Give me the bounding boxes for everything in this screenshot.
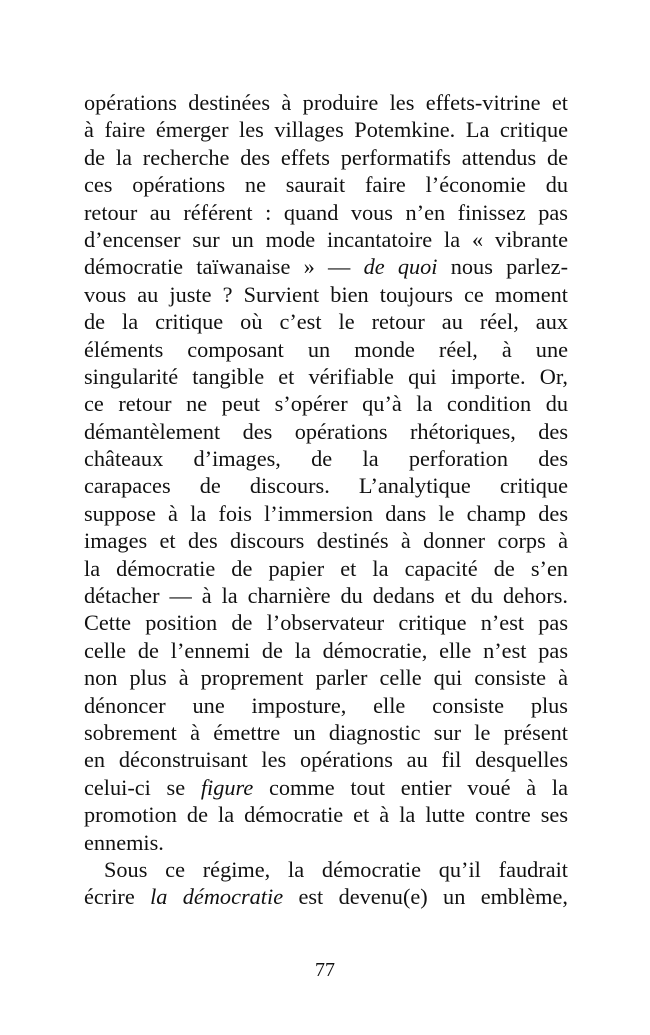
text-line: opérations destinées à produire les effets-vitrine et [84,90,568,115]
text-segment: écrire [84,884,151,910]
text-line: retour au référent : quand vous n’en finissez pas [84,199,568,225]
text-line: éléments composant un monde réel, à une [84,336,568,362]
text-line: d’encenser sur un mode incantatoire la « vibrante [84,226,568,252]
text-line [84,883,568,910]
text-line: Cette position de l’observateur critique n’est pas [84,610,568,636]
text-segment: est devenu(e) un emblème, [283,884,568,910]
paragraph-first-line: Sous ce régime, la démocratie qu’il faudrait [104,856,568,882]
text-line: détacher — à la charnière du dedans et du dehors. [84,583,568,609]
text-line: ce retour ne peut s’opérer qu’à la condition du [84,391,568,417]
text-line: la démocratie de papier et la capacité de s’en [84,555,568,581]
body-text [84,89,568,911]
text-line: carapaces de discours. L’analytique critique [84,473,568,499]
italic-text: la démocratie [150,884,284,910]
text-line: châteaux d’images, de la perforation des [84,446,568,472]
text-line: démantèlement des opérations rhétoriques, des [84,418,568,444]
text-line [84,253,568,280]
text-segment: nous parlez- [437,254,568,280]
text-line: suppose à la fois l’immersion dans le champ des [84,500,568,526]
text-line: de la recherche des effets performatifs attendus de [84,144,568,170]
text-line: sobrement à émettre un diagnostic sur le présent [84,719,568,745]
text-line: vous au juste ? Survient bien toujours ce moment [84,281,568,307]
text-line: dénoncer une imposture, elle consiste plus [84,692,568,718]
text-line: images et des discours destinés à donner corps à [84,528,568,554]
text-line: ces opérations ne saurait faire l’économie du [84,172,568,198]
page-number: 77 [315,959,335,981]
text-segment: démocratie taïwanaise » — [84,254,364,280]
text-line: promotion de la démocratie et à la lutte contre ses [84,802,568,828]
text-segment: comme tout entier voué à la [253,774,568,800]
text-line: celle de l’ennemi de la démocratie, elle n’est pas [84,637,568,663]
text-segment: celui-ci se [84,774,201,800]
text-line: à faire émerger les villages Potemkine. La critique [84,117,568,143]
text-line: ennemis. [84,829,164,855]
text-line: non plus à proprement parler celle qui consiste à [84,665,568,691]
italic-text: figure [200,774,254,800]
text-line [84,774,568,801]
italic-text: de quoi [363,254,438,280]
text-line: singularité tangible et vérifiable qui importe. Or, [84,363,568,389]
text-line: de la critique où c’est le retour au réel, aux [84,309,568,335]
text-line: en déconstruisant les opérations au fil desquelles [84,747,568,773]
